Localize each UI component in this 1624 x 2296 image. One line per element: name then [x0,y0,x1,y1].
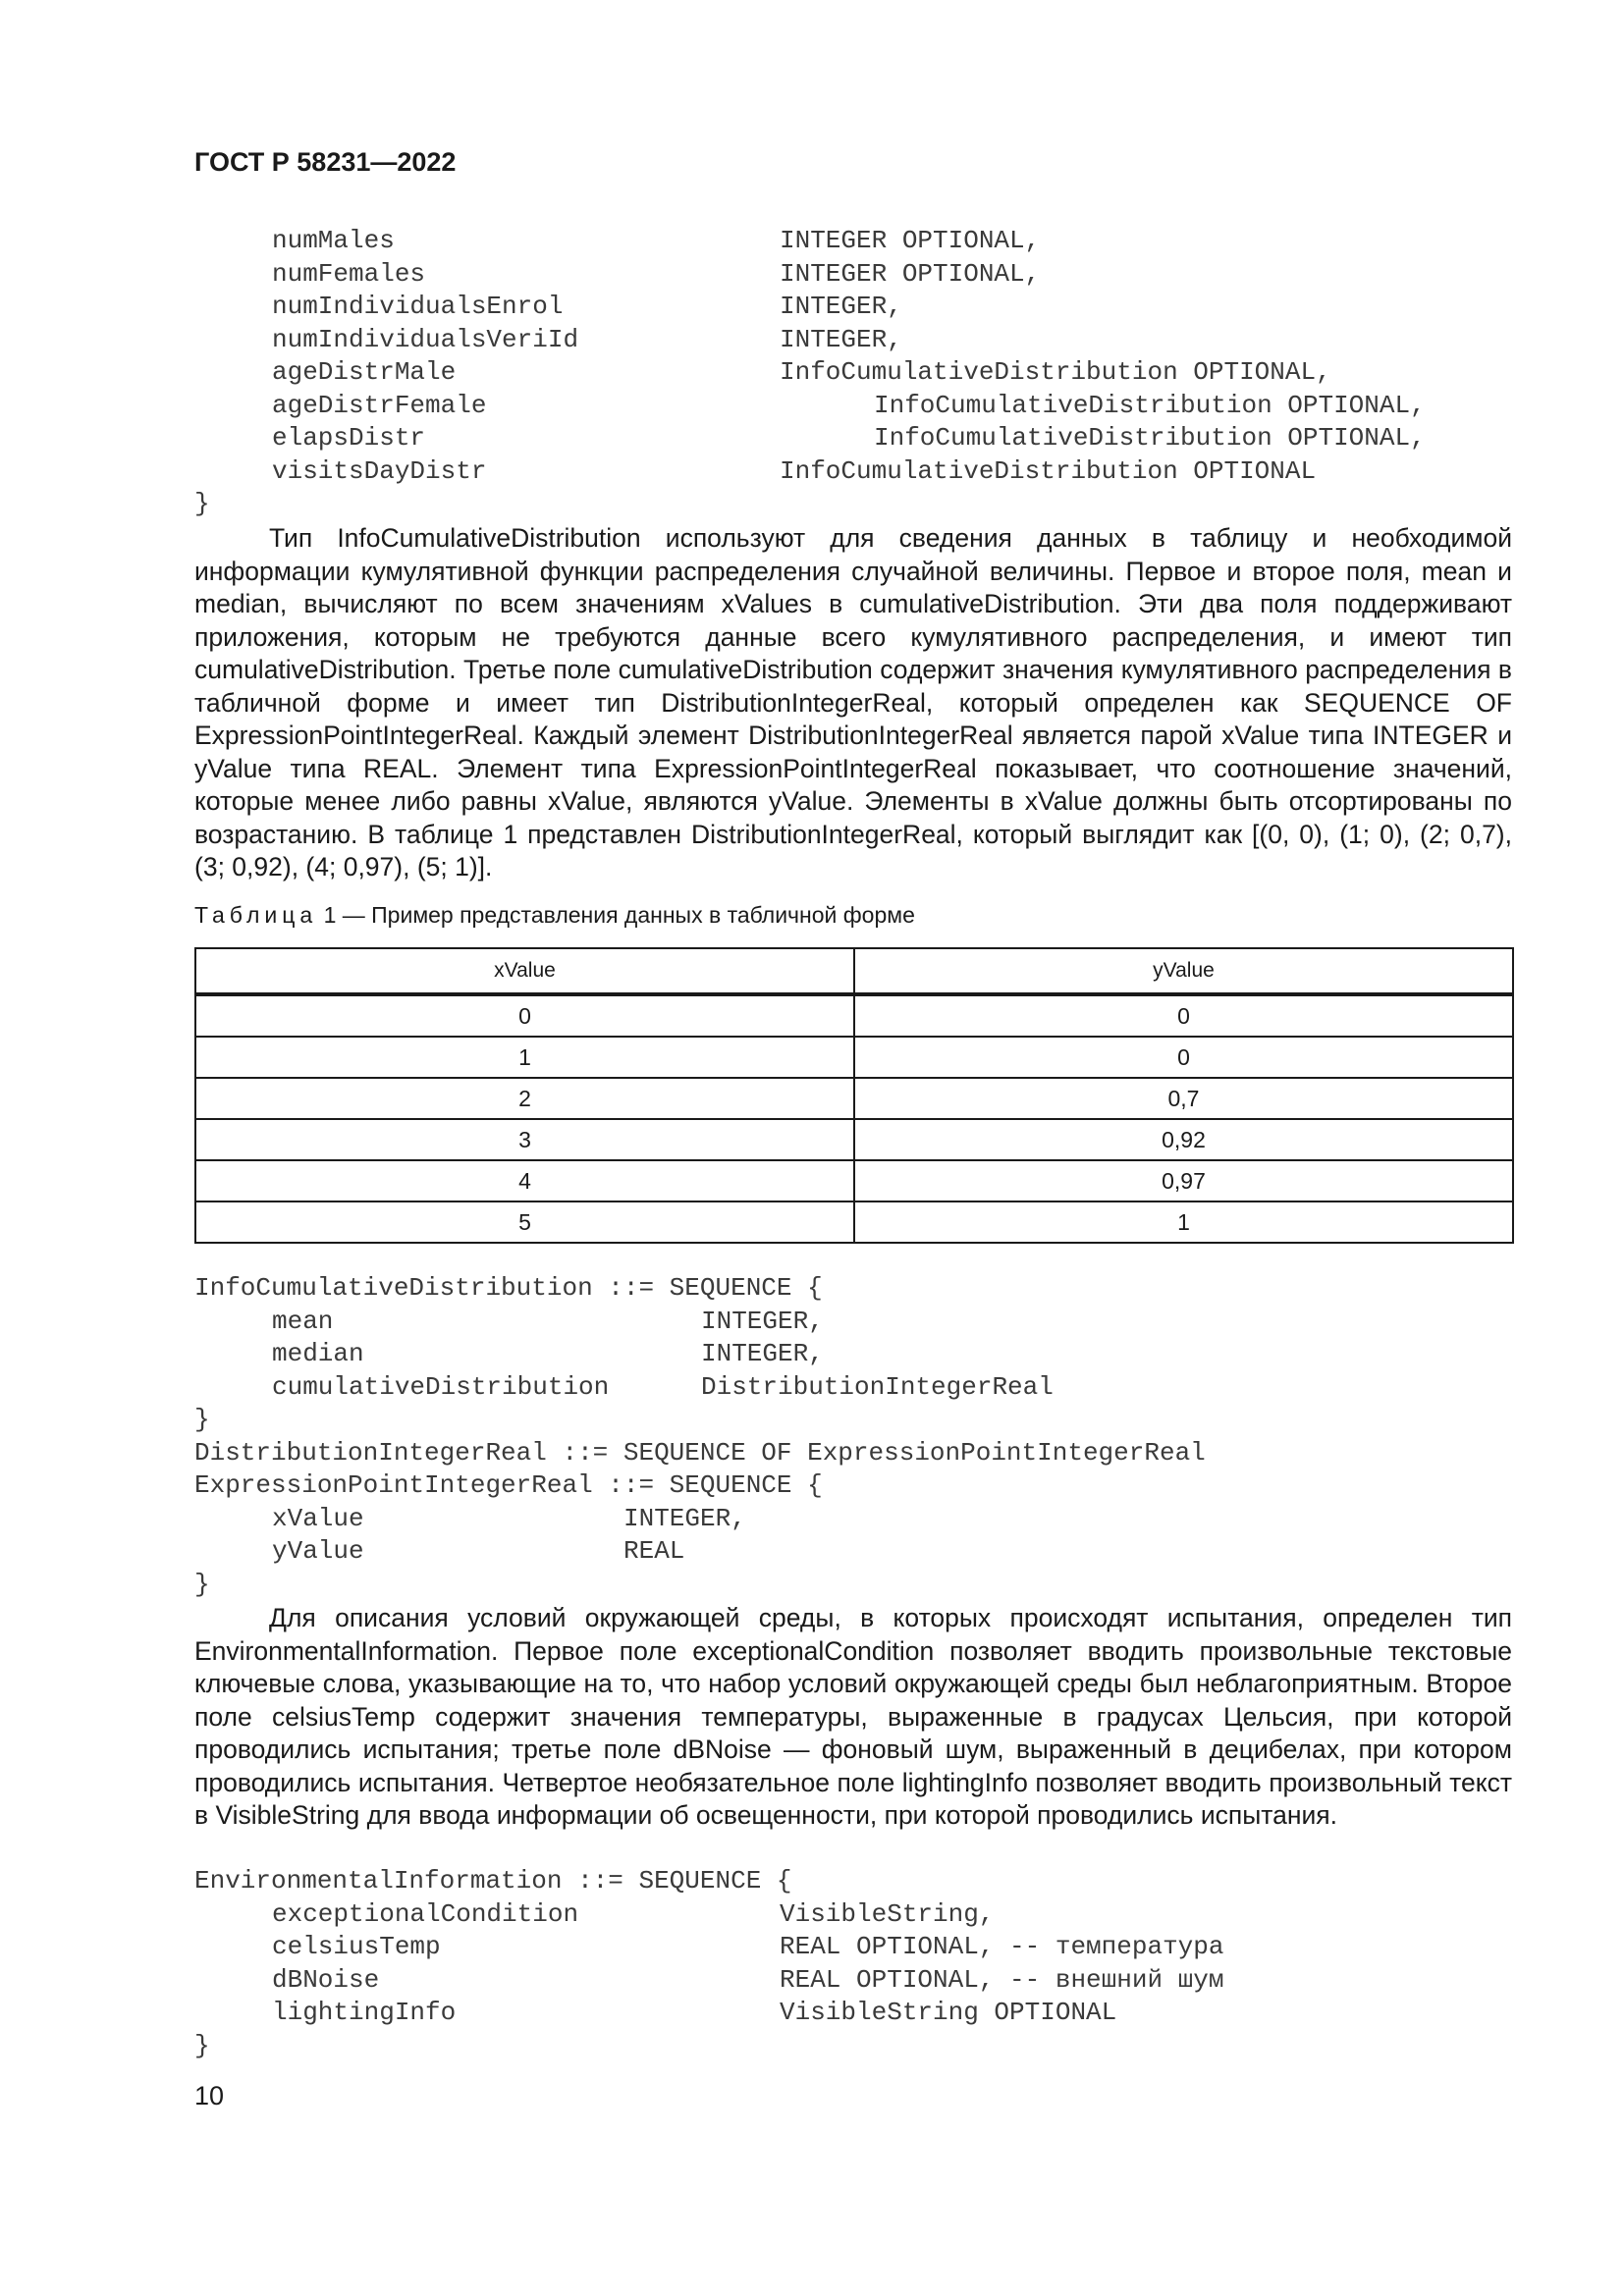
code-line: DistributionIntegerReal ::= SEQUENCE OF ExpressionPointIntegerReal [194,1437,1206,1468]
code-line: numIndividualsEnrol INTEGER, [272,292,902,321]
code-line: celsiusTemp REAL OPTIONAL, -- температура [272,1932,1224,1961]
code-line-close: } [194,489,210,518]
standard-header: ГОСТ Р 58231—2022 [194,147,457,177]
code-line: lightingInfo VisibleString OPTIONAL [272,1998,1117,2027]
code-block-cumulative-distribution [194,1272,1206,1601]
paragraph-cumulative-distribution: Тип InfoCumulativeDistribution используют для сведения данных в таблицу и необходимой информации кумулятивной функции распределения случайной величины. Первое и второе поля, mean и median, вычисляют по всем значениям xValues в cumulativeDistribution. Эти два поля поддерживают приложения, которым не требуются данные всего кумулятивного распределения, и имеют тип cumulativeDistribution. Третье поле cumulativeDistribution содержит значения кумулятивного распределения в табличной форме и имеет тип DistributionIntegerReal, который определен как SEQUENCE OF ExpressionPointIntegerReal. Каждый элемент DistributionIntegerReal является парой xValue типа INTEGER и yValue типа REAL. Элемент типа ExpressionPointIntegerReal показывает, что соотношение значений, которые менее либо равны xValue, являются yValue. Элементы в xValue должны быть отсортированы по возрастанию. В таблице 1 представлен DistributionIntegerReal, который выглядит как [(0, 0), (1; 0), (2; 0,7), (3; 0,92), (4; 0,97), (5; 1)]. [194,523,1512,881]
code-block-environmental-information [194,1865,1224,2062]
table-row [195,1078,1513,1119]
code-line: ageDistrFemale InfoCumulativeDistribution OPTIONAL, [272,390,1426,420]
code-line: xValue INTEGER, [272,1503,746,1533]
column-header: yValue [854,948,1513,994]
table-cell: 0,7 [854,1078,1513,1119]
table-cell: 0 [854,1037,1513,1078]
code-line-close: } [194,1405,210,1434]
table-cell: 4 [195,1160,854,1201]
code-line: exceptionalCondition VisibleString, [272,1898,995,1929]
column-header: xValue [195,948,854,994]
code-line: elapsDistr InfoCumulativeDistribution OPTIONAL, [272,423,1426,453]
code-line: median INTEGER, [272,1339,824,1368]
table-cell: 0 [854,994,1513,1037]
table-cell: 2 [195,1078,854,1119]
table-cell: 5 [195,1201,854,1243]
table-header-row [195,948,1513,994]
code-line: yValue REAL [272,1536,685,1566]
code-line: ExpressionPointIntegerReal ::= SEQUENCE { [194,1470,823,1500]
code-line: numMales INTEGER OPTIONAL, [272,226,1041,255]
table-row [195,1037,1513,1078]
table-row [195,1201,1513,1243]
table-cell: 1 [854,1201,1513,1243]
table-caption: Таблица 1 — Пример представления данных в табличной форме [194,902,915,928]
code-line: mean INTEGER, [272,1306,824,1336]
code-line-close: } [194,1569,210,1599]
code-line: visitsDayDistr InfoCumulativeDistribution OPTIONAL [272,455,1317,486]
code-line-close: } [194,2030,210,2060]
table-cell: 0 [195,994,854,1037]
table-cell: 0,92 [854,1119,1513,1160]
paragraph-environmental-information: Для описания условий окружающей среды, в которых происходят испытания, определен тип EnvironmentalInformation. Первое поле exceptionalCondition позволяет вводить произвольные текстовые ключевые слова, указывающие на то, что набор условий окружающей среды был неблагоприятным. Второе поле celsiusTemp содержит значения температуры, выраженные в градусах Цельсия, при которой проводились испытания; третье поле dBNoise — фоновый шум, выраженный в децибелах, при котором проводились испытания. Четвертое необязательное поле lightingInfo позволяет вводить произвольный текст в VisibleString для ввода информации об освещенности, при которой проводились испытания. [194,1603,1512,1830]
table-cell: 3 [195,1119,854,1160]
code-line: ageDistrMale InfoCumulativeDistribution OPTIONAL, [272,357,1331,387]
page-number: 10 [194,2081,225,2110]
code-line: EnvironmentalInformation ::= SEQUENCE { [194,1866,792,1896]
table-cell: 0,97 [854,1160,1513,1201]
code-line: dBNoise REAL OPTIONAL, -- внешний шум [272,1964,1224,1995]
table-row [195,994,1513,1037]
code-line: numIndividualsVeriId INTEGER, [272,324,902,354]
distribution-table [194,947,1514,1244]
table-row [195,1160,1513,1201]
table-row [195,1119,1513,1160]
code-line: InfoCumulativeDistribution ::= SEQUENCE { [194,1273,823,1303]
code-line: cumulativeDistribution DistributionIntegerReal [272,1371,1054,1402]
code-line: numFemales INTEGER OPTIONAL, [272,258,1041,289]
code-block-biometric-fields [194,225,1426,521]
table-cell: 1 [195,1037,854,1078]
